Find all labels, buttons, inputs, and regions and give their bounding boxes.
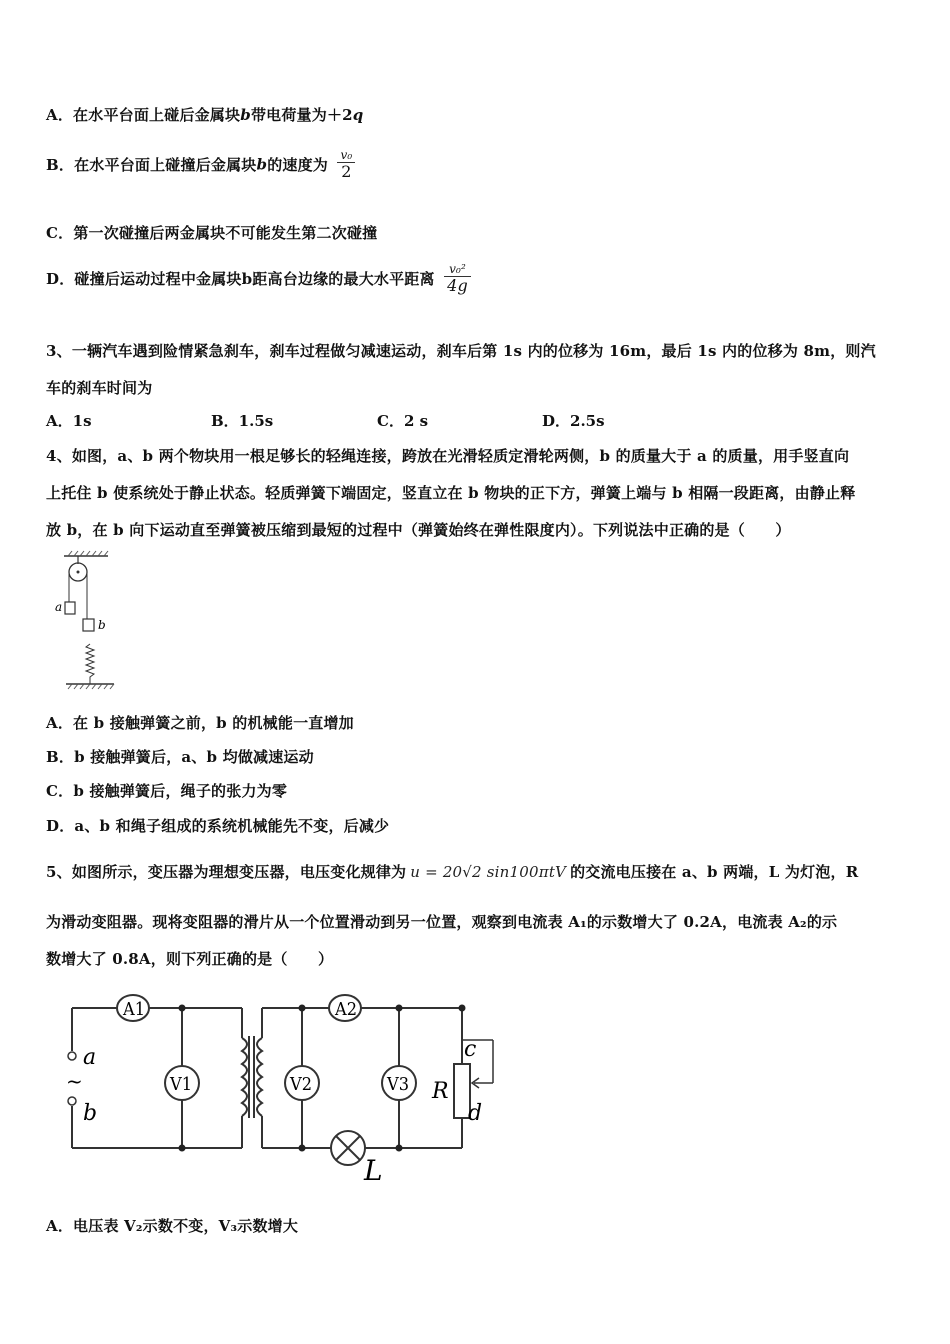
q5-option-a: A．电压表 V₂示数不变，V₃示数增大 xyxy=(46,1217,299,1235)
fraction-v0sq-over-4g: $\frac{\text{v₀²}}{4g}$ xyxy=(444,262,471,295)
terminal-a xyxy=(68,1052,76,1060)
q3-option-c: C．2 s xyxy=(377,412,429,430)
label-tilde: ~ xyxy=(66,1069,83,1093)
q3-stem-line2: 车的刹车时间为 xyxy=(46,379,153,397)
voltmeter-V3 xyxy=(382,1066,416,1100)
q5-stem-line3: 数增大了 0.8A，则下列正确的是（ ） xyxy=(46,950,334,968)
pulley-spring-figure xyxy=(46,548,126,693)
q5-stem-line1: 5、如图所示，变压器为理想变压器，电压变化规律为 u = 20√2 sin100πtV 的交流电压接在 a、b 两端，L 为灯泡，R xyxy=(46,863,859,881)
q3-stem-line1: 3、一辆汽车遇到险情紧急刹车，刹车过程做匀减速运动，刹车后第 1s 内的位移为 16m，最后 1s 内的位移为 8m，则汽 xyxy=(46,342,876,360)
q3-option-b: B．1.5s xyxy=(211,412,274,430)
q4-option-c: C．b 接触弹簧后，绳子的张力为零 xyxy=(46,782,288,800)
q5-stem-line2: 为滑动变阻器。现将变阻器的滑片从一个位置滑动到另一位置，观察到电流表 A₁的示数增大了 0.2A，电流表 A₂的示 xyxy=(46,913,838,931)
label-b: b xyxy=(98,618,106,632)
svg-text:V2: V2 xyxy=(289,1074,312,1095)
transformer-circuit-figure xyxy=(55,988,505,1188)
q2-option-b: B．在水平台面上碰撞后金属块b的速度为 $\frac{\text{v₀}}{2}$ xyxy=(46,148,355,181)
svg-text:A1: A1 xyxy=(122,999,145,1020)
label-L: L xyxy=(364,1154,383,1187)
svg-text:V1: V1 xyxy=(169,1074,192,1095)
voltmeter-V1 xyxy=(165,1066,199,1100)
label-b: b xyxy=(83,1101,98,1126)
terminal-b xyxy=(68,1097,76,1105)
svg-text:V3: V3 xyxy=(386,1074,409,1095)
q4-option-a: A．在 b 接触弹簧之前，b 的机械能一直增加 xyxy=(46,714,354,732)
q4-option-b: B．b 接触弹簧后，a、b 均做减速运动 xyxy=(46,748,314,766)
q2-option-c: C．第一次碰撞后两金属块不可能发生第二次碰撞 xyxy=(46,224,378,242)
ammeter-A1 xyxy=(117,995,149,1021)
label-c: c xyxy=(464,1037,477,1062)
block-b xyxy=(83,619,94,631)
q4-stem-line2: 上托住 b 使系统处于静止状态。轻质弹簧下端固定，竖直立在 b 物块的正下方，弹簧上端与 b 相隔一段距离，由静止释 xyxy=(46,484,856,502)
q2-option-d: D．碰撞后运动过程中金属块b距高台边缘的最大水平距离 $\frac{\text{v₀²}}{4g}$ xyxy=(46,262,471,295)
q2-option-a: A．在水平台面上碰后金属块b带电荷量为＋2q xyxy=(46,106,364,124)
voltmeter-V2 xyxy=(285,1066,319,1100)
svg-text:A2: A2 xyxy=(334,999,357,1020)
ammeter-A2 xyxy=(329,995,361,1021)
label-d: d xyxy=(468,1101,483,1126)
voltage-formula: u = 20√2 sin100πtV xyxy=(410,863,567,881)
lamp-L xyxy=(331,1131,365,1165)
q4-stem-line1: 4、如图，a、b 两个物块用一根足够长的轻绳连接，跨放在光滑轻质定滑轮两侧，b 的质量大于 a 的质量，用手竖直向 xyxy=(46,447,850,465)
label-a: a xyxy=(83,1045,97,1070)
block-a xyxy=(65,602,75,614)
q3-option-d: D．2.5s xyxy=(542,412,605,430)
label-R: R xyxy=(432,1079,449,1104)
q3-option-a: A．1s xyxy=(46,412,92,430)
q4-stem-line3: 放 b，在 b 向下运动直至弹簧被压缩到最短的过程中（弹簧始终在弹性限度内）。下列说法中正确的是（ ） xyxy=(46,521,791,539)
label-a: a xyxy=(55,600,63,614)
fraction-v0-over-2: $\frac{\text{v₀}}{2}$ xyxy=(337,148,355,181)
spring xyxy=(86,644,94,684)
q4-option-d: D．a、b 和绳子组成的系统机械能先不变，后减少 xyxy=(46,817,390,835)
